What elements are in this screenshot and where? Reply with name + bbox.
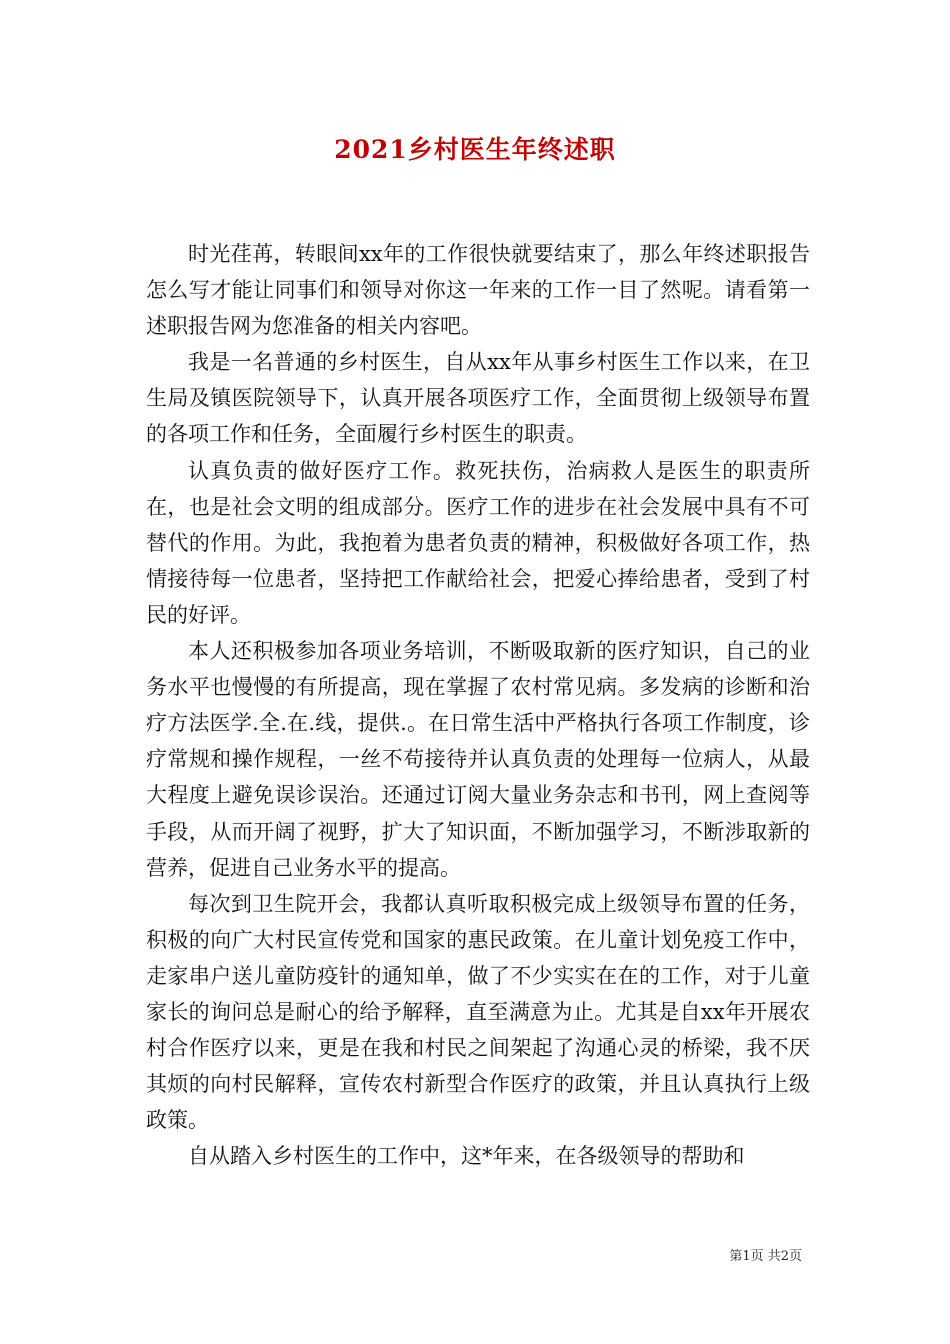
- paragraph-5: 每次到卫生院开会，我都认真听取积极完成上级领导布置的任务，积极的向广大村民宣传党和国家的惠民政策。在儿童计划免疫工作中，走家串户送儿童防疫针的通知单，做了不少实实在在的工作，对于儿童家长的询问总是耐心的给予解释，直至满意为止。尤其是自xx年开展农村合作医疗以来，更是在我和村民之间架起了沟通心灵的桥梁，我不厌其烦的向村民解释，宣传农村新型合作医疗的政策，并且认真执行上级政策。: [146, 891, 810, 1133]
- paragraph-4: 本人还积极参加各项业务培训，不断吸取新的医疗知识，自己的业务水平也慢慢的有所提高，现在掌握了农村常见病。多发病的诊断和治疗方法医学.全.在.线，提供.。在日常生活中严格执行各项工作制度，诊疗常规和操作规程，一丝不苟接待并认真负责的处理每一位病人，从最大程度上避免误诊误治。还通过订阅大量业务杂志和书刊，网上查阅等手段，从而开阔了视野，扩大了知识面，不断加强学习，不断涉取新的营养，促进自己业务水平的提高。: [146, 639, 810, 880]
- paragraph-1: 时光荏苒，转眼间xx年的工作很快就要结束了，那么年终述职报告怎么写才能让同事们和领导对你这一年来的工作一目了然呢。请看第一述职报告网为您准备的相关内容吧。: [146, 242, 810, 339]
- document-title: 2021乡村医生年终述职: [334, 135, 616, 164]
- page-number: 第1页 共2页: [729, 1249, 802, 1264]
- paragraph-2: 我是一名普通的乡村医生，自从xx年从事乡村医生工作以来，在卫生局及镇医院领导下，认真开展各项医疗工作，全面贯彻上级领导布置的各项工作和任务，全面履行乡村医生的职责。: [146, 350, 810, 447]
- paragraph-6: 自从踏入乡村医生的工作中，这*年来，在各级领导的帮助和: [188, 1144, 745, 1169]
- paragraph-3: 认真负责的做好医疗工作。救死扶伤，治病救人是医生的职责所在，也是社会文明的组成部分。医疗工作的进步在社会发展中具有不可替代的作用。为此，我抱着为患者负责的精神，积极做好各项工作，热情接待每一位患者，坚持把工作献给社会，把爱心捧给患者，受到了村民的好评。: [146, 458, 810, 627]
- document-body: [146, 236, 810, 1174]
